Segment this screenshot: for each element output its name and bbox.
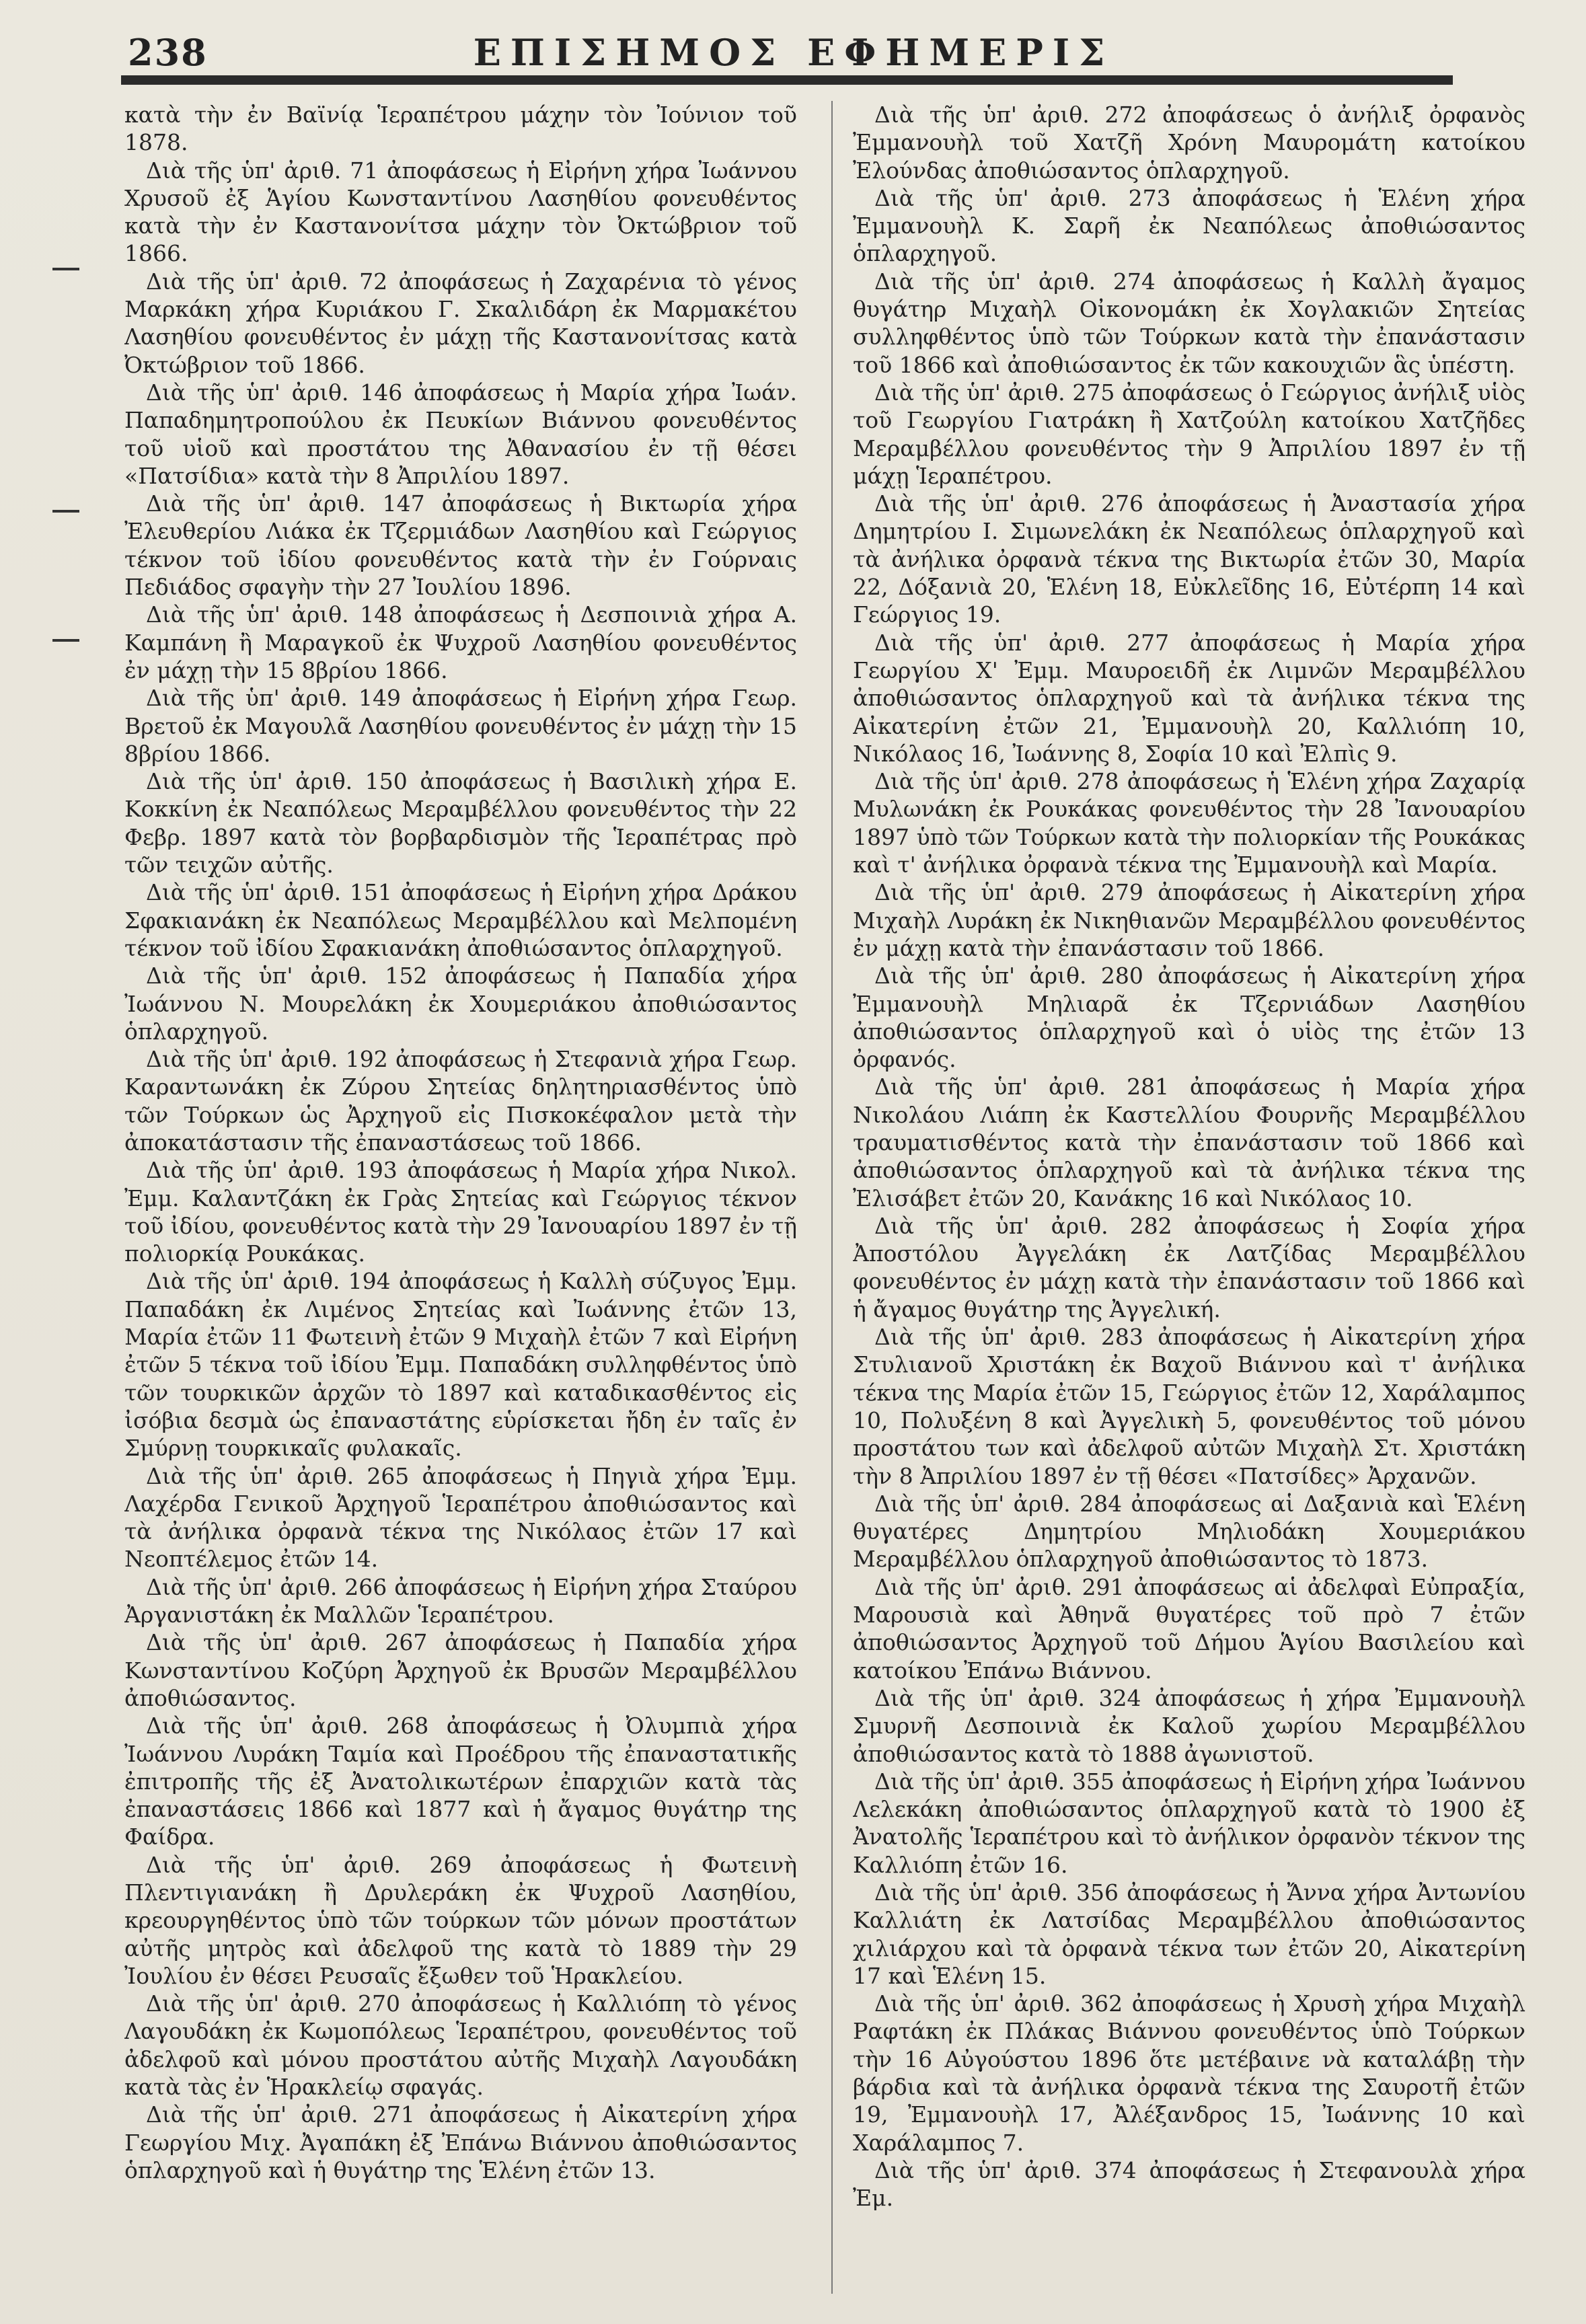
- right-column: [853, 101, 1525, 2294]
- page-header: [121, 26, 1466, 79]
- decree-entry: Διὰ τῆς ὑπ' ἀριθ. 355 ἀποφάσεως ἡ Εἰρήνη χήρα Ἰωάννου Λελεκάκη ἀποθιώσαντος ὁπλαρχηγοῦ κατὰ τὸ 1900 ἐξ Ἀνατολῆς Ἱεραπέτρου καὶ τὸ ἀνήλικον ὀρφανὸν τέκνον της Καλλιόπη ἐτῶν 16.: [853, 1768, 1525, 1878]
- decree-entry: Διὰ τῆς ὑπ' ἀριθ. 276 ἀποφάσεως ἡ Ἀναστασία χήρα Δημητρίου Ι. Σιμωνελάκη ἐκ Νεαπόλεως ὁπλαρχηγοῦ καὶ τὰ ἀνήλικα ὀρφανὰ τέκνα της Βικτωρία ἐτῶν 30, Μαρία 22, Δόξανιὰ 20, Ἑλένη 18, Εὐκλεῖδης 16, Εὐτέρπη 14 καὶ Γεώργιος 19.: [853, 490, 1525, 628]
- decree-entry: Διὰ τῆς ὑπ' ἀριθ. 324 ἀποφάσεως ἡ χήρα Ἐμμανουὴλ Σμυρνῆ Δεσποινιὰ ἐκ Καλοῦ χωρίου Μεραμβέλλου ἀποθιώσαντος κατὰ τὸ 1888 ἀγωνιστοῦ.: [853, 1684, 1525, 1767]
- decree-entry: Διὰ τῆς ὑπ' ἀριθ. 193 ἀποφάσεως ἡ Μαρία χήρα Νικολ. Ἐμμ. Καλαντζάκη ἐκ Γρὰς Σητείας καὶ Γεώργιος τέκνον τοῦ ἰδίου, φονευθέντος κατὰ τὴν 29 Ἰανουαρίου 1897 ἐν τῇ πολιορκίᾳ Ρουκάκας.: [124, 1157, 797, 1267]
- decree-entry: Διὰ τῆς ὑπ' ἀριθ. 266 ἀποφάσεως ἡ Εἰρήνη χήρα Σταύρου Ἀργανιστάκη ἐκ Μαλλῶν Ἱεραπέτρου.: [124, 1573, 797, 1628]
- decree-entry: Διὰ τῆς ὑπ' ἀριθ. 282 ἀποφάσεως ἡ Σοφία χήρα Ἀποστόλου Ἀγγελάκη ἐκ Λατζίδας Μεραμβέλλου φονευθέντος ἐν μάχῃ κατὰ τὴν ἐπανάστασιν τοῦ 1866 καὶ ἡ ἄγαμος θυγάτηρ της Ἀγγελική.: [853, 1212, 1525, 1322]
- decree-entry: Διὰ τῆς ὑπ' ἀριθ. 279 ἀποφάσεως ἡ Αἰκατερίνη χήρα Μιχαὴλ Λυράκη ἐκ Νικηθιανῶν Μεραμβέλλου φονευθέντος ἐν μάχῃ κατὰ τὴν ἐπανάστασιν τοῦ 1866.: [853, 879, 1525, 961]
- decree-entry: Διὰ τῆς ὑπ' ἀριθ. 280 ἀποφάσεως ἡ Αἰκατερίνη χήρα Ἐμμανουὴλ Μηλιαρᾶ ἐκ Τζερνιάδων Λασηθίου ἀποθιώσαντος ὁπλαρχηγοῦ καὶ ὁ υἱὸς της ἐτῶν 13 ὀρφανός.: [853, 963, 1525, 1073]
- decree-entry: Διὰ τῆς ὑπ' ἀριθ. 72 ἀποφάσεως ἡ Ζαχαρένια τὸ γένος Μαρκάκη χήρα Κυριάκου Γ. Σκαλιδάρη ἐκ Μαρμακέτου Λασηθίου φονευθέντος ἐν μάχῃ τῆς Καστανονίτσας κατὰ Ὀκτώβριον τοῦ 1866.: [124, 268, 797, 378]
- decree-entry: Διὰ τῆς ὑπ' ἀριθ. 147 ἀποφάσεως ἡ Βικτωρία χήρα Ἐλευθερίου Λιάκα ἐκ Τζερμιάδων Λασηθίου καὶ Γεώργιος τέκνον τοῦ ἰδίου φονευθέντος κατὰ τὴν ἐν Γούρναις Πεδιάδος σφαγὴν τὴν 27 Ἰουλίου 1896.: [124, 490, 797, 601]
- decree-entry: Διὰ τῆς ὑπ' ἀριθ. 362 ἀποφάσεως ἡ Χρυσὴ χήρα Μιχαὴλ Ραφτάκη ἐκ Πλάκας Βιάννου φονευθέντος ὑπὸ Τούρκων τὴν 16 Αὐγούστου 1896 ὅτε μετέβαινε νὰ καταλάβῃ τὴν βάρδια καὶ τὰ ἀνήλικα ὀρφανὰ τέκνα της Σαυροτῆ ἐτῶν 19, Ἐμμανουὴλ 17, Ἀλέξανδρος 15, Ἰωάννης 10 καὶ Χαράλαμπος 7.: [853, 1990, 1525, 2156]
- decree-entry: Διὰ τῆς ὑπ' ἀριθ. 278 ἀποφάσεως ἡ Ἑλένη χήρα Ζαχαρίᾳ Μυλωνάκη ἐκ Ρουκάκας φονευθέντος τὴν 28 Ἰανουαρίου 1897 ὑπὸ τῶν Τούρκων κατὰ τὴν πολιορκίαν τῆς Ρουκάκας καὶ τ' ἀνήλικα ὀρφανὰ τέκνα της Ἐμμανουὴλ καὶ Μαρία.: [853, 768, 1525, 878]
- decree-entry: Διὰ τῆς ὑπ' ἀριθ. 269 ἀποφάσεως ἡ Φωτεινὴ Πλεντιγιανάκη ἢ Δρυλεράκη ἐκ Ψυχροῦ Λασηθίου, κρεουργηθέντος ὑπὸ τῶν τούρκων τῶν μόνων προστάτων αὐτῆς μητρὸς καὶ ἀδελφοῦ της κατὰ τὸ 1889 τὴν 29 Ἰουλίου ἐν θέσει Ρευσαῖς ἔξωθεν τοῦ Ἡρακλείου.: [124, 1851, 797, 1989]
- decree-entry: Διὰ τῆς ὑπ' ἀριθ. 291 ἀποφάσεως αἱ ἀδελφαὶ Εὐπραξία, Μαρουσιὰ καὶ Ἀθηνᾶ θυγατέρες τοῦ πρὸ 7 ἐτῶν ἀποθιώσαντος Ἀρχηγοῦ τοῦ Δήμου Ἁγίου Βασιλείου καὶ κατοίκου Ἐπάνω Βιάννου.: [853, 1573, 1525, 1684]
- decree-entry: Διὰ τῆς ὑπ' ἀριθ. 281 ἀποφάσεως ἡ Μαρία χήρα Νικολάου Λιάπη ἐκ Καστελλίου Φουρνῆς Μεραμβέλλου τραυματισθέντος κατὰ τὴν ἐπανάστασιν τοῦ 1866 καὶ ἀποθιώσαντος ὁπλαρχηγοῦ καὶ τὰ ἀνήλικα τέκνα της Ἐλισάβετ ἐτῶν 20, Κανάκης 16 καὶ Νικόλαος 10.: [853, 1074, 1525, 1211]
- decree-entry: Διὰ τῆς ὑπ' ἀριθ. 277 ἀποφάσεως ἡ Μαρία χήρα Γεωργίου Χ' Ἐμμ. Μαυροειδῆ ἐκ Λιμνῶν Μεραμβέλλου ἀποθιώσαντος ὁπλαρχηγοῦ καὶ τὰ ἀνήλικα τέκνα της Αἰκατερίνη ἐτῶν 21, Ἐμμανουὴλ 20, Καλλιόπη 10, Νικόλαος 16, Ἰωάννης 8, Σοφία 10 καὶ Ἐλπὶς 9.: [853, 629, 1525, 767]
- decree-entry: Διὰ τῆς ὑπ' ἀριθ. 283 ἀποφάσεως ἡ Αἰκατερίνη χήρα Στυλιανοῦ Χριστάκη ἐκ Βαχοῦ Βιάννου καὶ τ' ἀνήλικα τέκνα της Μαρία ἐτῶν 15, Γεώργιος ἐτῶν 12, Χαράλαμπος 10, Πολυξένη 8 καὶ Ἀγγελικὴ 5, φονευθέντος τοῦ μόνου προστάτου των καὶ ἀδελφοῦ αὐτῶν Μιχαὴλ Στ. Χριστάκη τὴν 8 Ἀπριλίου 1897 ἐν τῇ θέσει «Πατσίδες» Ἀρχανῶν.: [853, 1324, 1525, 1489]
- decree-entry: Διὰ τῆς ὑπ' ἀριθ. 272 ἀποφάσεως ὁ ἀνήλιξ ὀρφανὸς Ἐμμανουὴλ τοῦ Χατζῆ Χρόνη Μαυρομάτη κατοίκου Ἐλούνδας ἀποθιώσαντος ὁπλαρχηγοῦ.: [853, 102, 1525, 184]
- journal-title: ΕΠΙΣΗΜΟΣ ΕΦΗΜΕΡΙΣ: [473, 31, 1115, 74]
- header-rule: [121, 75, 1453, 85]
- decree-entry: Διὰ τῆς ὑπ' ἀριθ. 194 ἀποφάσεως ἡ Καλλὴ σύζυγος Ἐμμ. Παπαδάκη ἐκ Λιμένος Σητείας καὶ Ἰωάννης ἐτῶν 13, Μαρία ἐτῶν 11 Φωτεινὴ ἐτῶν 9 Μιχαὴλ ἐτῶν 7 καὶ Εἰρήνη ἐτῶν 5 τέκνα τοῦ ἰδίου Ἐμμ. Παπαδάκη συλληφθέντος ὑπὸ τῶν τουρκικῶν ἀρχῶν τὸ 1897 καὶ καταδικασθέντος εἰς ἰσόβια δεσμὰ ὡς ἐπαναστάτης εὑρίσκεται ἤδη ἐν ταῖς ἐν Σμύρνῃ τουρκικαῖς φυλακαῖς.: [124, 1268, 797, 1462]
- left-column: [124, 101, 797, 2294]
- decree-entry: Διὰ τῆς ὑπ' ἀριθ. 150 ἀποφάσεως ἡ Βασιλικὴ χήρα Ε. Κοκκίνη ἐκ Νεαπόλεως Μεραμβέλλου φονευθέντος τὴν 22 Φεβρ. 1897 κατὰ τὸν βορβαρδισμὸν τῆς Ἱεραπέτρας πρὸ τῶν τειχῶν αὐτῆς.: [124, 768, 797, 878]
- decree-entry: Διὰ τῆς ὑπ' ἀριθ. 268 ἀποφάσεως ἡ Ὀλυμπιὰ χήρα Ἰωάννου Λυράκη Ταμία καὶ Προέδρου τῆς ἐπαναστατικῆς ἐπιτροπῆς τῆς ἐξ Ἀνατολικωτέρων ἐπαρχιῶν κατὰ τὰς ἐπαναστάσεις 1866 καὶ 1877 καὶ ἡ ἄγαμος θυγάτηρ της Φαίδρα.: [124, 1713, 797, 1850]
- decree-entry: Διὰ τῆς ὑπ' ἀριθ. 270 ἀποφάσεως ἡ Καλλιόπη τὸ γένος Λαγουδάκη ἐκ Κωμοπόλεως Ἱεραπέτρου, φονευθέντος τοῦ ἀδελφοῦ καὶ μόνου προστάτου αὐτῆς Μιχαὴλ Λαγουδάκη κατὰ τὰς ἐν Ἡρακλείῳ σφαγάς.: [124, 1990, 797, 2101]
- decree-entry: Διὰ τῆς ὑπ' ἀριθ. 356 ἀποφάσεως ἡ Ἄννα χήρα Ἀντωνίου Καλλιάτη ἐκ Λατσίδας Μεραμβέλλου ἀποθιώσαντος χιλιάρχου καὶ τὰ ὀρφανὰ τέκνα των ἐτῶν 20, Αἰκατερίνη 17 καὶ Ἑλένη 15.: [853, 1879, 1525, 1989]
- column-divider: [831, 101, 833, 2294]
- decree-entry: Διὰ τῆς ὑπ' ἀριθ. 152 ἀποφάσεως ἡ Παπαδία χήρα Ἰωάννου Ν. Μουρελάκη ἐκ Χουμεριάκου ἀποθιώσαντος ὁπλαρχηγοῦ.: [124, 963, 797, 1045]
- margin-mark: [52, 639, 79, 642]
- decree-entry: Διὰ τῆς ὑπ' ἀριθ. 273 ἀποφάσεως ἡ Ἑλένη χήρα Ἐμμανουὴλ Κ. Σαρῆ ἐκ Νεαπόλεως ἀποθιώσαντος ὁπλαρχηγοῦ.: [853, 184, 1525, 267]
- decree-entry: Διὰ τῆς ὑπ' ἀριθ. 274 ἀποφάσεως ἡ Καλλὴ ἄγαμος θυγάτηρ Μιχαὴλ Οἰκονομάκη ἐκ Χογλακιῶν Σητείας συλληφθέντος ὑπὸ τῶν Τούρκων κατὰ τὴν ἐπανάστασιν τοῦ 1866 καὶ ἀποθιώσαντος ἐκ τῶν κακουχιῶν ἃς ὑπέστη.: [853, 268, 1525, 378]
- decree-entry: Διὰ τῆς ὑπ' ἀριθ. 275 ἀποφάσεως ὁ Γεώργιος ἀνήλιξ υἱὸς τοῦ Γεωργίου Γιατράκη ἢ Χατζούλη κατοίκου Χατζῆδες Μεραμβέλλου φονευθέντος τὴν 9 Ἀπριλίου 1897 ἐν τῇ μάχῃ Ἱεραπέτρου.: [853, 379, 1525, 489]
- decree-entry: Διὰ τῆς ὑπ' ἀριθ. 192 ἀποφάσεως ἡ Στεφανιὰ χήρα Γεωρ. Καραντωνάκη ἐκ Ζύρου Σητείας δηλητηριασθέντος ὑπὸ τῶν Τούρκων ὡς Ἀρχηγοῦ εἰς Πισκοκέφαλον μετὰ τὴν ἀποκατάστασιν τῆς ἐπαναστάσεως τοῦ 1866.: [124, 1046, 797, 1156]
- decree-entry: Διὰ τῆς ὑπ' ἀριθ. 265 ἀποφάσεως ἡ Πηγιὰ χήρα Ἐμμ. Λαχέρδα Γενικοῦ Ἀρχηγοῦ Ἱεραπέτρου ἀποθιώσαντος καὶ τὰ ἀνήλικα ὀρφανὰ τέκνα της Νικόλαος ἐτῶν 17 καὶ Νεοπτέλεμος ἐτῶν 14.: [124, 1462, 797, 1573]
- decree-entry: Διὰ τῆς ὑπ' ἀριθ. 267 ἀποφάσεως ἡ Παπαδία χήρα Κωνσταντίνου Κοζύρη Ἀρχηγοῦ ἐκ Βρυσῶν Μεραμβέλλου ἀποθιώσαντος.: [124, 1629, 797, 1711]
- decree-entry: Διὰ τῆς ὑπ' ἀριθ. 374 ἀποφάσεως ἡ Στεφανουλὰ χήρα Ἐμ.: [853, 2157, 1525, 2212]
- decree-entry: Διὰ τῆς ὑπ' ἀριθ. 284 ἀποφάσεως αἱ Δαξανιὰ καὶ Ἑλένη θυγατέρες Δημητρίου Μηλιοδάκη Χουμεριάκου Μεραμβέλλου ὁπλαρχηγοῦ ἀποθιώσαντος τὸ 1873.: [853, 1490, 1525, 1573]
- decree-entry: Διὰ τῆς ὑπ' ἀριθ. 151 ἀποφάσεως ἡ Εἰρήνη χήρα Δράκου Σφακιανάκη ἐκ Νεαπόλεως Μεραμβέλλου καὶ Μελπομένη τέκνον τοῦ ἰδίου Σφακιανάκη ἀποθιώσαντος ὁπλαρχηγοῦ.: [124, 879, 797, 961]
- page-number: 238: [128, 31, 208, 74]
- margin-mark: [52, 510, 79, 513]
- margin-mark: [52, 268, 79, 270]
- decree-entry: Διὰ τῆς ὑπ' ἀριθ. 146 ἀποφάσεως ἡ Μαρία χήρα Ἰωάν. Παπαδημητροπούλου ἐκ Πευκίων Βιάννου φονευθέντος τοῦ υἱοῦ καὶ προστάτου της Ἀθανασίου ἐν τῇ θέσει «Πατσίδια» κατὰ τὴν 8 Ἀπριλίου 1897.: [124, 379, 797, 489]
- decree-entry: Διὰ τῆς ὑπ' ἀριθ. 149 ἀποφάσεως ἡ Εἰρήνη χήρα Γεωρ. Βρετοῦ ἐκ Μαγουλᾶ Λασηθίου φονευθέντος ἐν μάχῃ τὴν 15 8βρίου 1866.: [124, 685, 797, 767]
- decree-entry: Διὰ τῆς ὑπ' ἀριθ. 148 ἀποφάσεως ἡ Δεσποινιὰ χήρα Α. Καμπάνη ἢ Μαραγκοῦ ἐκ Ψυχροῦ Λασηθίου φονευθέντος ἐν μάχῃ τὴν 15 8βρίου 1866.: [124, 601, 797, 683]
- decree-entry: Διὰ τῆς ὑπ' ἀριθ. 271 ἀποφάσεως ἡ Αἰκατερίνη χήρα Γεωργίου Μιχ. Ἀγαπάκη ἐξ Ἐπάνω Βιάννου ἀποθιώσαντος ὁπλαρχηγοῦ καὶ ἡ θυγάτηρ της Ἑλένη ἐτῶν 13.: [124, 2101, 797, 2183]
- decree-entry: κατὰ τὴν ἐν Βαϊνίᾳ Ἱεραπέτρου μάχην τὸν Ἰούνιον τοῦ 1878.: [124, 102, 797, 156]
- decree-entry: Διὰ τῆς ὑπ' ἀριθ. 71 ἀποφάσεως ἡ Εἰρήνη χήρα Ἰωάννου Χρυσοῦ ἐξ Ἁγίου Κωνσταντίνου Λασηθίου φονευθέντος κατὰ τὴν ἐν Καστανονίτσα μάχην τὸν Ὀκτώβριον τοῦ 1866.: [124, 157, 797, 267]
